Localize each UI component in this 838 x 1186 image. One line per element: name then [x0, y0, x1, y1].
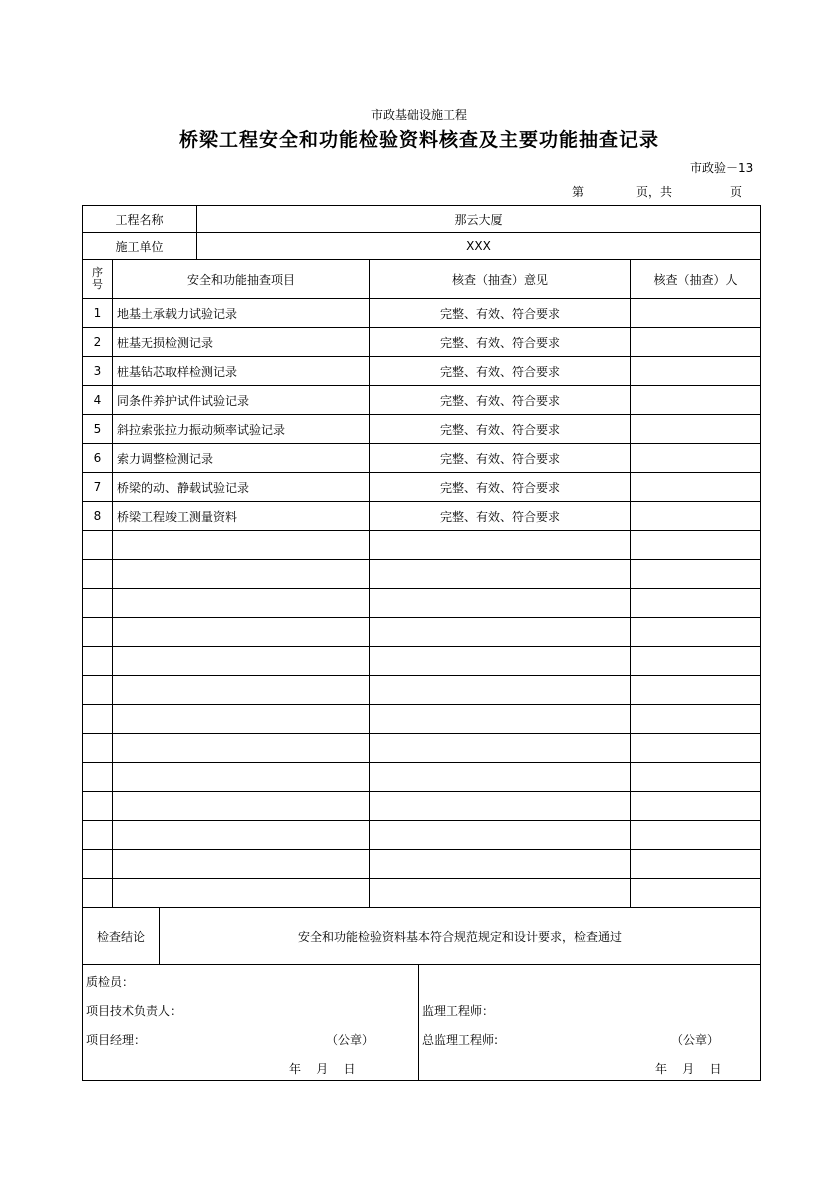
row-opinion [370, 676, 631, 705]
row-item: 同条件养护试件试验记录 [113, 386, 370, 415]
table-row [83, 444, 761, 473]
row-item: 桩基钻芯取样检测记录 [113, 357, 370, 386]
table-row [83, 705, 761, 734]
row-opinion: 完整、有效、符合要求 [370, 299, 631, 328]
page-label-2: 页，共 [636, 185, 673, 199]
row-item: 桥梁的动、静载试验记录 [113, 473, 370, 502]
row-opinion [370, 821, 631, 850]
table-row [83, 676, 761, 705]
contractor-seal: （公章） [326, 1033, 375, 1047]
supervisor-label: 监理工程师： [422, 1004, 495, 1018]
table-row [83, 386, 761, 415]
page-label-1: 第 [572, 185, 585, 199]
construction-unit-value: XXX [197, 233, 761, 260]
row-opinion [370, 792, 631, 821]
row-seq [83, 792, 113, 821]
checker-header: 核查（抽查）人 [631, 260, 761, 299]
table-row [83, 763, 761, 792]
supervisor-date: 年 月 日 [655, 1062, 722, 1076]
contractor-signature-cell [83, 965, 419, 1081]
row-item [113, 850, 370, 879]
row-item [113, 676, 370, 705]
row-opinion [370, 850, 631, 879]
supervisor-signature-cell [419, 965, 761, 1081]
row-checker [631, 705, 761, 734]
row-opinion: 完整、有效、符合要求 [370, 386, 631, 415]
table-row [83, 647, 761, 676]
table-row [83, 531, 761, 560]
table-row [83, 850, 761, 879]
row-seq [83, 821, 113, 850]
row-seq [83, 705, 113, 734]
row-opinion [370, 618, 631, 647]
table-header-row [83, 260, 761, 299]
row-item [113, 734, 370, 763]
row-seq [83, 763, 113, 792]
row-item [113, 647, 370, 676]
row-item: 地基土承载力试验记录 [113, 299, 370, 328]
row-checker [631, 386, 761, 415]
row-seq [83, 879, 113, 908]
signature-table [82, 964, 761, 1081]
signature-row [83, 965, 761, 1081]
row-seq: 6 [83, 444, 113, 473]
row-checker [631, 473, 761, 502]
row-opinion: 完整、有效、符合要求 [370, 444, 631, 473]
row-seq [83, 618, 113, 647]
row-seq: 7 [83, 473, 113, 502]
row-item: 索力调整检测记录 [113, 444, 370, 473]
row-checker [631, 792, 761, 821]
row-opinion [370, 879, 631, 908]
seq-header-line-2: 号 [92, 278, 103, 291]
row-item: 桥梁工程竣工测量资料 [113, 502, 370, 531]
row-item [113, 560, 370, 589]
seq-header [83, 260, 113, 299]
table-row [83, 415, 761, 444]
row-checker [631, 502, 761, 531]
row-seq: 3 [83, 357, 113, 386]
row-seq [83, 560, 113, 589]
inspection-items-table [82, 259, 761, 908]
manager-label: 项目经理： [86, 1033, 147, 1047]
page-title: 桥梁工程安全和功能检验资料核查及主要功能抽查记录 [178, 129, 659, 151]
row-item [113, 879, 370, 908]
row-item [113, 821, 370, 850]
page-label-3: 页 [730, 185, 743, 199]
row-opinion: 完整、有效、符合要求 [370, 415, 631, 444]
supervisor-seal: （公章） [671, 1033, 720, 1047]
row-item: 桩基无损检测记录 [113, 328, 370, 357]
chief-supervisor-label: 总监理工程师: [422, 1033, 499, 1047]
opinion-header: 核查（抽查）意见 [370, 260, 631, 299]
row-item [113, 618, 370, 647]
row-seq [83, 647, 113, 676]
row-checker [631, 676, 761, 705]
row-item [113, 763, 370, 792]
project-name-value: 那云大厦 [197, 206, 761, 233]
row-checker [631, 531, 761, 560]
row-checker [631, 299, 761, 328]
tech-lead-label: 项目技术负责人： [86, 1004, 183, 1018]
table-row [83, 792, 761, 821]
info-table [82, 205, 761, 260]
row-seq: 8 [83, 502, 113, 531]
table-row [83, 560, 761, 589]
row-checker [631, 763, 761, 792]
item-header: 安全和功能抽查项目 [113, 260, 370, 299]
construction-unit-label: 施工单位 [83, 233, 197, 260]
row-checker [631, 328, 761, 357]
items-body [83, 299, 761, 908]
row-checker [631, 444, 761, 473]
form-subtitle: 市政基础设施工程 [370, 108, 467, 122]
row-seq: 5 [83, 415, 113, 444]
row-item [113, 531, 370, 560]
conclusion-table [82, 907, 761, 965]
row-checker [631, 734, 761, 763]
row-opinion: 完整、有效、符合要求 [370, 328, 631, 357]
table-row [83, 328, 761, 357]
row-checker [631, 618, 761, 647]
row-opinion [370, 647, 631, 676]
table-row [83, 821, 761, 850]
contractor-date: 年 月 日 [289, 1062, 356, 1076]
conclusion-row [83, 908, 761, 965]
project-name-label: 工程名称 [83, 206, 197, 233]
construction-unit-row [83, 233, 761, 260]
row-opinion: 完整、有效、符合要求 [370, 473, 631, 502]
conclusion-text: 安全和功能检验资料基本符合规范规定和设计要求，检查通过 [160, 908, 761, 965]
table-row [83, 357, 761, 386]
table-row [83, 734, 761, 763]
row-checker [631, 357, 761, 386]
seq-header-line-1: 序 [92, 266, 103, 279]
row-seq: 2 [83, 328, 113, 357]
row-checker [631, 589, 761, 618]
row-checker [631, 821, 761, 850]
row-checker [631, 415, 761, 444]
row-opinion [370, 560, 631, 589]
row-seq: 4 [83, 386, 113, 415]
table-row [83, 879, 761, 908]
row-seq [83, 676, 113, 705]
table-row [83, 299, 761, 328]
row-opinion [370, 531, 631, 560]
row-opinion [370, 705, 631, 734]
table-row [83, 473, 761, 502]
row-checker [631, 879, 761, 908]
row-item: 斜拉索张拉力振动频率试验记录 [113, 415, 370, 444]
conclusion-label: 检查结论 [83, 908, 160, 965]
row-seq [83, 589, 113, 618]
row-opinion [370, 589, 631, 618]
row-opinion: 完整、有效、符合要求 [370, 357, 631, 386]
table-row [83, 589, 761, 618]
row-seq [83, 531, 113, 560]
row-opinion [370, 763, 631, 792]
page-number-line [572, 183, 742, 200]
row-opinion: 完整、有效、符合要求 [370, 502, 631, 531]
row-seq: 1 [83, 299, 113, 328]
project-name-row [83, 206, 761, 233]
row-checker [631, 850, 761, 879]
row-checker [631, 647, 761, 676]
row-seq [83, 734, 113, 763]
table-row [83, 502, 761, 531]
row-seq [83, 850, 113, 879]
row-item [113, 705, 370, 734]
qc-label: 质检员： [86, 975, 135, 989]
table-row [83, 618, 761, 647]
form-code: 市政验－13 [690, 161, 754, 175]
row-opinion [370, 734, 631, 763]
row-checker [631, 560, 761, 589]
row-item [113, 792, 370, 821]
row-item [113, 589, 370, 618]
